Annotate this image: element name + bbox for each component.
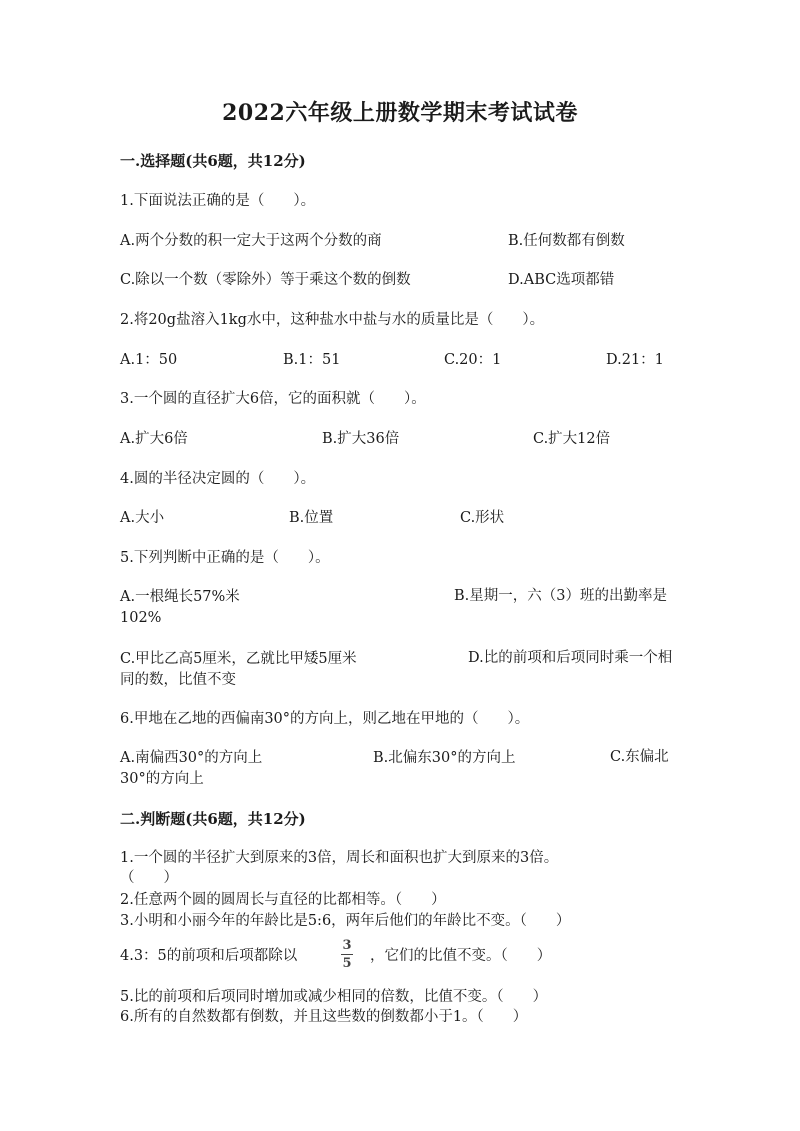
judgment-3-text: 3.小明和小丽今年的年龄比是5:6，两年后他们的年龄比不变。（ ） — [120, 913, 571, 929]
question-2-option-c: C.20：1 — [444, 352, 502, 368]
question-5-option-a: A.一根绳长57%米 — [120, 589, 240, 605]
question-2-option-a: A.1：50 — [120, 352, 178, 368]
question-6-option-b: B.北偏东30°的方向上 — [373, 750, 516, 766]
question-6-option-a: A.南偏西30°的方向上 — [120, 750, 263, 766]
question-5-option-d: D.比的前项和后项同时乘一个相同的数，比值不变 — [120, 650, 673, 688]
question-5-stem: 5.下列判断中正确的是（ ）。 — [120, 550, 330, 566]
question-1-stem: 1.下面说法正确的是（ ）。 — [120, 193, 316, 209]
section-heading-judgment: 二.判断题(共6题，共12分) — [120, 810, 306, 828]
fraction-denominator: 5 — [342, 956, 352, 971]
question-1-option-d: D.ABC选项都错 — [508, 272, 615, 288]
question-2-stem: 2.将20g盐溶入1kg水中，这种盐水中盐与水的质量比是（ ）。 — [120, 312, 545, 328]
fraction-bar — [341, 954, 353, 955]
question-2-option-b: B.1：51 — [283, 352, 341, 368]
fraction-numerator: 3 — [342, 938, 352, 953]
question-2-option-d: D.21：1 — [606, 352, 664, 368]
fraction-three-fifths — [341, 938, 353, 971]
question-3-option-a: A.扩大6倍 — [120, 431, 188, 447]
question-4-option-c: C.形状 — [460, 510, 505, 526]
question-6-option-c: C.东偏北30°的方向上 — [120, 749, 669, 787]
judgment-1-answer-blank: （ ） — [120, 870, 178, 886]
question-1-option-b: B.任何数都有倒数 — [508, 233, 625, 249]
question-3-stem: 3.一个圆的直径扩大6倍，它的面积就（ ）。 — [120, 391, 426, 407]
question-6-stem: 6.甲地在乙地的西偏南30°的方向上，则乙地在甲地的（ ）。 — [120, 711, 530, 727]
question-4-option-a: A.大小 — [120, 510, 165, 526]
question-4-option-b: B.位置 — [289, 510, 334, 526]
judgment-2-text: 2.任意两个圆的圆周长与直径的比都相等。（ ） — [120, 892, 446, 908]
section-heading-choice: 一.选择题(共6题，共12分) — [120, 152, 306, 170]
judgment-6-text: 6.所有的自然数都有倒数，并且这些数的倒数都小于1。（ ） — [120, 1009, 528, 1025]
question-3-option-b: B.扩大36倍 — [322, 431, 400, 447]
question-5-option-b: B.星期一，六（3）班的出勤率是102% — [120, 588, 667, 626]
question-1-option-a: A.两个分数的积一定大于这两个分数的商 — [120, 233, 382, 249]
question-3-option-c: C.扩大12倍 — [533, 431, 611, 447]
judgment-4-suffix: ，它们的比值不变。（ ） — [370, 948, 552, 964]
page-title: 2022六年级上册数学期末考试试卷 — [222, 100, 578, 126]
judgment-4-prefix: 4.3：5的前项和后项都除以 — [120, 948, 298, 964]
question-5-option-c: C.甲比乙高5厘米，乙就比甲矮5厘米 — [120, 651, 357, 667]
judgment-5-text: 5.比的前项和后项同时增加或减少相同的倍数，比值不变。（ ） — [120, 989, 548, 1005]
question-1-option-c: C.除以一个数（零除外）等于乘这个数的倒数 — [120, 272, 411, 288]
judgment-1-text: 1.一个圆的半径扩大到原来的3倍，周长和面积也扩大到原来的3倍。 — [120, 850, 559, 866]
question-4-stem: 4.圆的半径决定圆的（ ）。 — [120, 471, 316, 487]
